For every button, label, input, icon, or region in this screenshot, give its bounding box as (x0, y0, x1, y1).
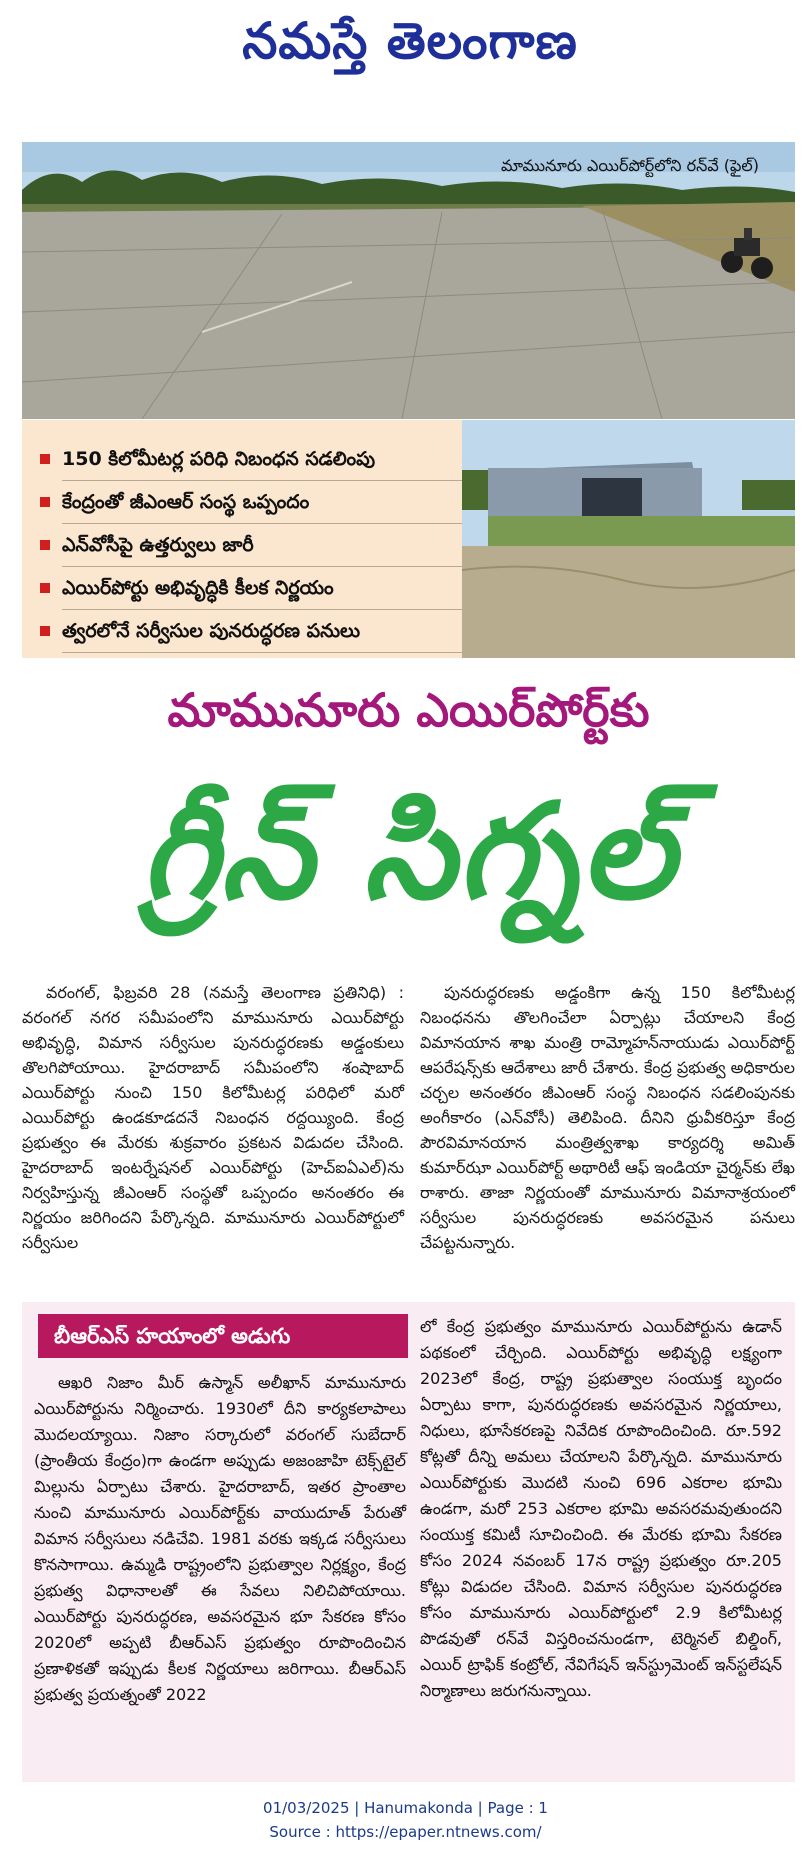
page-footer (0, 1796, 811, 1844)
headline-kicker: మామునూరు ఎయిర్‌పోర్ట్‌కు (167, 683, 650, 737)
sidebar-box (22, 1302, 795, 1782)
hangar-illustration (462, 420, 795, 658)
footer-source-line: Source : https://epaper.ntnews.com/ (269, 1823, 542, 1841)
article-paragraph: పునరుద్ధరణకు అడ్డంకిగా ఉన్న 150 కిలోమీటర్ల నిబంధనను తొలగించేలా ఏర్పాట్లు చేయాలని కేంద్ర విమానయాన శాఖ మంత్రి రామ్మోహన్‌నాయుడు ఎయిర్‌పోర్ట్ ఆపరేషన్స్‌కు ఆదేశాలు జారీ చేశారు. కేంద్ర ప్రభుత్వ అధికారుల చర్చల అనంతరం జీఎంఆర్ సంస్థ నిబంధన సడలింపునకు అంగీకారం (ఎన్‌వోసీ) తెలిపింది. దీనిని ధ్రువీకరిస్తూ కేంద్ర పౌరవిమానయాన మంత్రిత్వశాఖ కార్యదర్శి అమిత్ కుమార్‌ఝా ఎయిర్‌పోర్ట్ అథారిటీ ఆఫ్ ఇండియా చైర్మన్‌కు లేఖ రాశారు. తాజా నిర్ణయంతో మామునూరు విమానాశ్రయంలో సర్వీసుల పునరుద్ధరణకు అవసరమైన పనులు చేపట్టనున్నారు. (420, 983, 795, 1252)
article-paragraph: వరంగల్, ఫిబ్రవరి 28 (నమస్తే తెలంగాణ ప్రతినిధి) : వరంగల్ నగర సమీపంలోని మామునూరు ఎయిర్‌పోర్టు అభివృద్ధి, విమాన సర్వీసుల పునరుద్ధరణకు అడ్డంకులు తొలగిపోయాయి. హైదరాబాద్ సమీపంలోని శంషాబాద్ ఎయిర్‌పోర్టు నుంచి 150 కిలోమీటర్ల పరిధిలో మరో ఎయిర్‌పోర్టు ఉండకూడదనే నిబంధన రద్దయ్యింది. కేంద్ర ప్రభుత్వం ఈ మేరకు శుక్రవారం ప్రకటన విడుదల చేసింది. హైదరాబాద్ ఇంటర్నేషనల్ ఎయిర్‌పోర్టు (హెచ్ఐఏఎల్)ను నిర్వహిస్తున్న జీఎంఆర్ సంస్థతో ఒప్పందం అనంతరం ఈ నిర్ణయం జరిగిందని పేర్కొన్నది. మామునూరు ఎయిర్‌పోర్టులో సర్వీసుల (22, 983, 404, 1252)
highlights-list (36, 440, 466, 655)
bullet-icon (40, 540, 50, 550)
highlight-item: ఎన్‌వోసీపై ఉత్తర్వులు జారీ (36, 526, 466, 569)
bullet-icon (40, 454, 50, 464)
photo-caption: మామునూరు ఎయిర్‌పోర్ట్‌లోని రన్‌వే (ఫైల్) (500, 156, 759, 175)
sidebar-paragraph: ఆఖరి నిజాం మీర్ ఉస్మాన్ అలీఖాన్ మామునూరు ఎయిర్‌పోర్టును నిర్మించారు. 1930లో దీని కార్యకలాపాలు మొదలయ్యాయి. నిజాం సర్కారులో వరంగల్ సుబేదార్ (ప్రాంతీయ కేంద్రం)గా ఉండగా అప్పుడు అజంజాహి టెక్స్‌టైల్ మిల్లును ఏర్పాటు చేశారు. హైదరాబాద్, ఇతర ప్రాంతాల నుంచి మామునూరు ఎయిర్‌పోర్ట్‌కు వాయుదూత్ పేరుతో విమాన సర్వీసులు నడిచేవి. 1981 వరకు ఇక్కడ సర్వీసులు కొనసాగాయి. ఉమ్మడి రాష్ట్రంలోని ప్రభుత్వాల నిర్లక్ష్యం, కేంద్ర ప్రభుత్వ విధానాలతో ఈ సేవలు నిలిచిపోయాయి. ఎయిర్‌పోర్టు పునరుద్ధరణ, అవసరమైన భూ సేకరణ కోసం 2020లో అప్పటి బీఆర్ఎస్ ప్రభుత్వం రూపొందించిన ప్రణాళికతో ఇప్పుడు కీలక నిర్ణయాలు జరిగాయి. బీఆర్ఎస్ ప్రభుత్వ ప్రయత్నంతో 2022 (34, 1373, 406, 1704)
sidebar-paragraph: లో కేంద్ర ప్రభుత్వం మామునూరు ఎయిర్‌పోర్టును ఉడాన్ పథకంలో చేర్చింది. ఎయిర్‌పోర్టు అభివృద్ధి లక్ష్యంగా 2023లో కేంద్ర, రాష్ట్ర ప్రభుత్వాల సంయుక్త బృందం ఏర్పాటు కాగా, పునరుద్ధరణకు అవసరమైన నిర్ణయాలు, నిధులు, భూసేకరణపై నివేదిక రూపొందించింది. రూ.592 కోట్లతో దీన్ని అమలు చేయాలని పేర్కొన్నది. మామునూరు ఎయిర్‌పోర్టుకు మొదటి నుంచి 696 ఎకరాల భూమి ఉండగా, మరో 253 ఎకరాల భూమి అవసరమవుతుందని సంయుక్త కమిటీ సూచించింది. ఈ మేరకు భూమి సేకరణ కోసం 2024 నవంబర్ 17న రాష్ట్ర ప్రభుత్వం రూ.205 కోట్లు విడుదల చేసింది. విమాన సర్వీసుల పునరుద్ధరణ కోసం మామునూరు ఎయిర్‌పోర్టులో 2.9 కిలోమీటర్ల పొడవుతో రన్‌వే విస్తరించనుండగా, టెర్మినల్ బిల్డింగ్, ఎయిర్ ట్రాఫిక్ కంట్రోల్, నేవిగేషన్ ఇన్‌స్ట్రుమెంట్ ఇన్‌స్టలేషన్ నిర్మాణాలు జరుగనున్నాయి. (420, 1317, 782, 1700)
bullet-icon (40, 497, 50, 507)
sidebar-title: బీఆర్ఎస్ హయాంలో అడుగు (38, 1314, 408, 1358)
footer-date-line: 01/03/2025 | Hanumakonda | Page : 1 (263, 1799, 548, 1817)
masthead (0, 0, 811, 120)
bullet-icon (40, 583, 50, 593)
sidebar-column-right (420, 1314, 782, 1704)
article-column-left (22, 980, 404, 1255)
runway-illustration (22, 142, 795, 419)
highlight-item: కేంద్రంతో జీఎంఆర్ సంస్థ ఒప్పందం (36, 483, 466, 526)
highlight-item: ఎయిర్‌పోర్టు అభివృద్ధికి కీలక నిర్ణయం (36, 569, 466, 612)
sidebar-column-left (34, 1370, 406, 1708)
runway-photo (22, 142, 795, 419)
highlight-item: 150 కిలోమీటర్ల పరిధి నిబంధన సడలింపు (36, 440, 466, 483)
highlight-item: త్వరలోనే సర్వీసుల పునరుద్ధరణ పనులు (36, 612, 466, 655)
headline-main: గ్రీన్ సిగ్నల్ (140, 775, 677, 929)
highlights-box (22, 420, 795, 658)
hangar-photo (462, 420, 795, 658)
article-column-right (420, 980, 795, 1255)
bullet-icon (40, 626, 50, 636)
newspaper-title: నమస్తే తెలంగాణ (242, 12, 578, 70)
